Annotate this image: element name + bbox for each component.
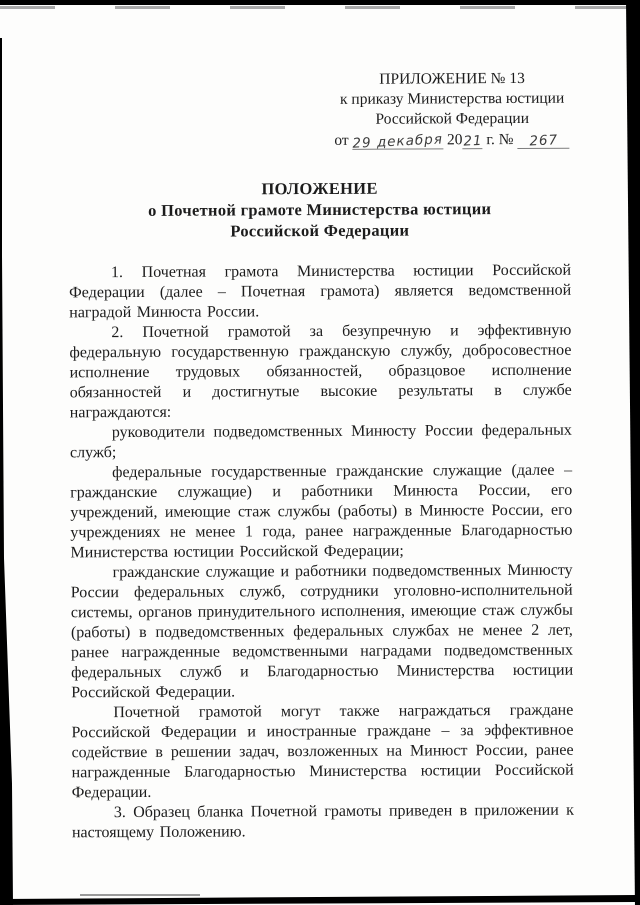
paragraph-3: руководители подведомственных Минюсту России федеральных служб; xyxy=(69,421,572,462)
year-suffix: г. № xyxy=(486,130,514,149)
year-printed: 20 xyxy=(446,131,463,149)
paragraph-6: Почетной грамотой могут также награждаться граждане Российской Федерации и иностранные граждане – за эффективное содействие в решении задач, возложенных на Минюст России, ранее награжденные Благодарностью Министерства юстиции Российской Федерации. xyxy=(71,701,574,802)
handwritten-year: 21 xyxy=(462,132,483,150)
scan-artifact-bottom-gray-line xyxy=(80,894,200,896)
scan-artifact-left-edge xyxy=(0,38,13,905)
scan-artifact-right-edge xyxy=(626,0,640,905)
appendix-number-line: ПРИЛОЖЕНИЕ № 13 xyxy=(379,69,525,88)
appendix-header xyxy=(334,69,570,151)
paragraph-5: гражданские служащие и работники подведомственных Минюсту России федеральных служб, сотрудники уголовно-исполнительной системы, органов принудительного исполнения, имеющие стаж службы (работы) в подведомственных федеральных службах не менее 2 лет, ранее награжденные ведомственными наградами подведомственных федеральных служб и Благодарностью Министерства юстиции Российской Федерации. xyxy=(70,561,574,702)
order-reference-line: к приказу Министерства юстиции xyxy=(339,89,565,108)
year-blank xyxy=(462,132,482,149)
paragraph-2: 2. Почетной грамотой за безупречную и эффективную федеральную государственную гражданскую службу, добросовестное исполнение трудовых обязанностей, образцовое исполнение обязанностей и достигнутые высокие результаты в службе награждаются: xyxy=(69,321,572,422)
order-reference-line-2: Российской Федерации xyxy=(375,109,530,128)
scan-artifact-top-edge xyxy=(0,0,640,5)
scan-artifact-bottom-edge xyxy=(0,895,640,905)
handwritten-date: 29 декабря xyxy=(352,131,444,152)
date-blank xyxy=(352,131,444,152)
title-line-2: о Почетной грамоте Министерства юстиции xyxy=(148,199,492,220)
order-date-line xyxy=(334,130,570,151)
document-title xyxy=(69,177,571,243)
document-body xyxy=(69,261,574,844)
paragraph-4: федеральные государственные гражданские служащие (далее – гражданские служащие) и работники Минюста России, его учреждений, имеющие стаж службы (работы) в Минюсте России, его учреждениях не менее 1 года, ранее награжденные Благодарностью Министерства юстиции Российской Федерации; xyxy=(70,461,573,562)
title-line-1: ПОЛОЖЕНИЕ xyxy=(261,178,378,199)
paragraph-7: 3. Образец бланка Почетной грамоты приведен в приложении к настоящему Положению. xyxy=(71,801,574,842)
handwritten-number: 267 xyxy=(528,132,559,150)
scan-artifact-top-dashes xyxy=(0,6,640,9)
document-content xyxy=(68,69,574,844)
title-line-3: Российской Федерации xyxy=(230,220,410,241)
date-prefix: от xyxy=(334,131,349,149)
paragraph-1: 1. Почетная грамота Министерства юстиции Российской Федерации (далее – Почетная грамота) является ведомственной наградой Минюста России. xyxy=(69,261,572,322)
number-blank xyxy=(517,132,569,149)
